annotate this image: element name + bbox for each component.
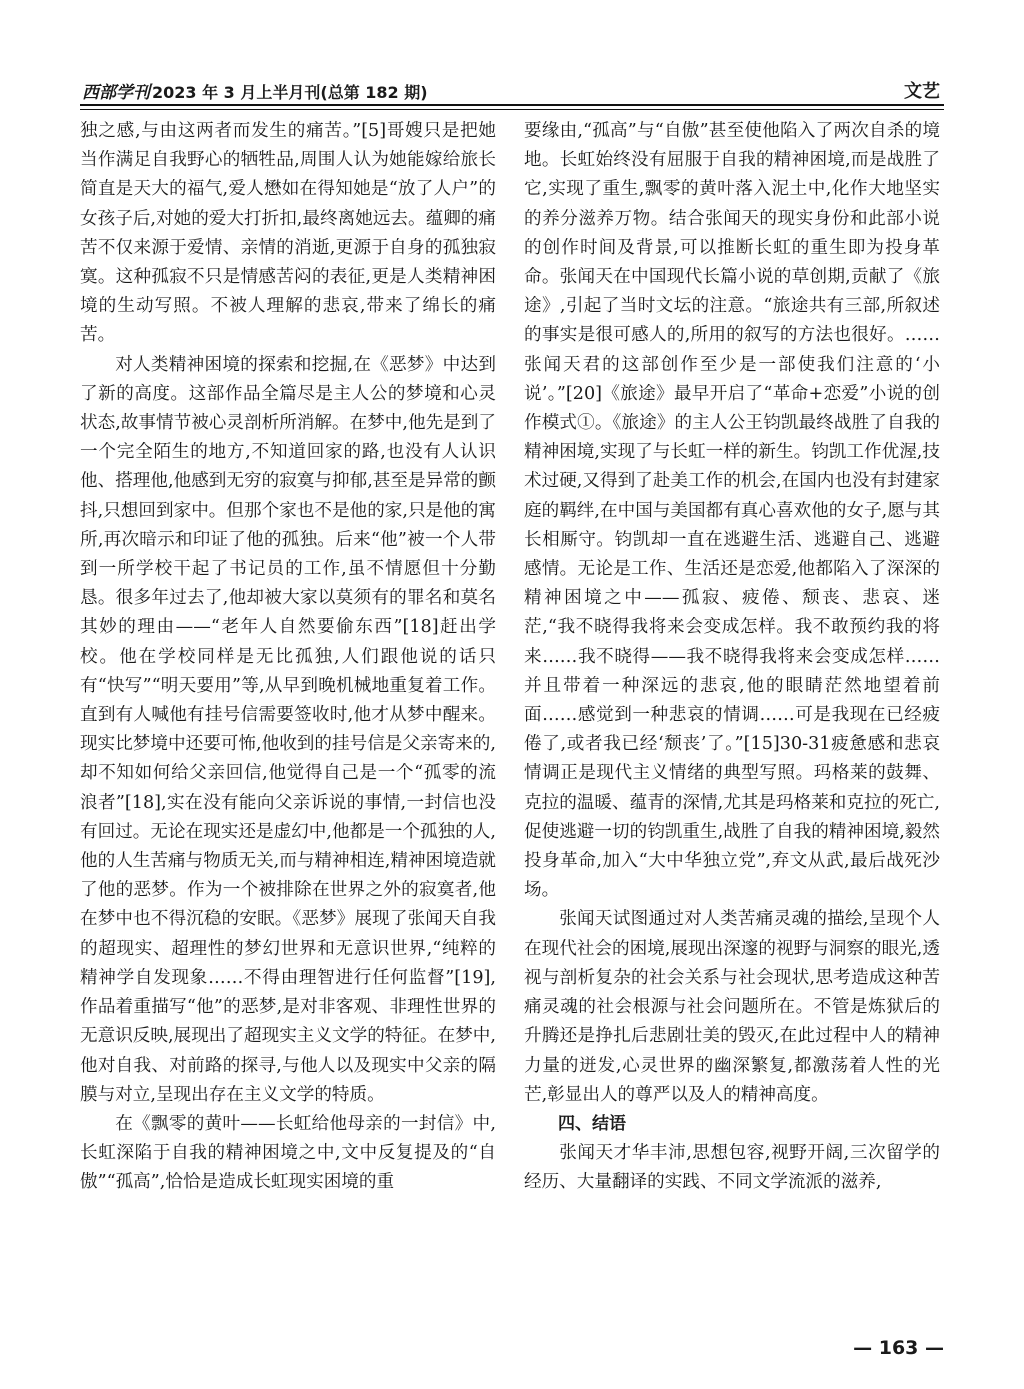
header-rule-thick [80, 104, 944, 106]
section-label: 文艺 [904, 81, 940, 102]
journal-issue-line [82, 78, 428, 103]
journal-logo: 西部学刊 [82, 83, 150, 103]
paragraph-journey: 要缘由,“孤高”与“自傲”甚至使他陷入了两次自杀的境地。长虹始终没有屈服于自我的精神困境,而是战胜了它,实现了重生,飘零的黄叶落入泥土中,化作大地坚实的养分滋养万物。结合张闻天的现实身份和此部小说的创作时间及背景,可以推断长虹的重生即为投身革命。张闻天在中国现代长篇小说的草创期,贡献了《旅途》,引起了当时文坛的注意。“旅途共有三部,所叙述的事实是很可感人的,所用的叙写的方法也很好。……张闻天君的这部创作至少是一部使我们注意的‘小说’。”[20]《旅途》最早开启了“革命+恋爱”小说的创作模式①。《旅途》的主人公王钧凯最终战胜了自我的精神困境,实现了与长虹一样的新生。钧凯工作优渥,技术过硬,又得到了赴美工作的机会,在国内也没有封建家庭的羁绊,在中国与美国都有真心喜欢他的女子,愿与其长相厮守。钧凯却一直在逃避生活、逃避自己、逃避感情。无论是工作、生活还是恋爱,他都陷入了深深的精神困境之中——孤寂、疲倦、颓丧、悲哀、迷茫,“我不晓得我将来会变成怎样。我不敢预约我的将来……我不晓得——我不晓得我将来会变成怎样……并且带着一种深远的悲哀,他的眼睛茫然地望着前面……感觉到一种悲哀的情调……可是我现在已经疲倦了,或者我已经‘颓丧’了。”[15]30-31疲惫感和悲哀情调正是现代主义情绪的典型写照。玛格莱的鼓舞、克拉的温暖、蕴青的深情,尤其是玛格莱和克拉的死亡,促使逃避一切的钧凯重生,战胜了自我的精神困境,毅然投身革命,加入“大中华独立党”,弃文从武,最后战死沙场。 [524, 121, 941, 901]
paragraph-continued: 独之感,与由这两者而发生的痛苦。”[5]哥嫂只是把她当作满足自我野心的牺牲品,周围人认为她能嫁给旅长简直是天大的福气,爱人懋如在得知她是“放了人户”的女孩子后,对她的爱大打折扣,最终离她远去。蕴卿的痛苦不仅来源于爱情、亲情的消逝,更源于自身的孤独寂寞。这种孤寂不只是情感苦闷的表征,更是人类精神困境的生动写照。不被人理解的悲哀,带来了绵长的痛苦。 [80, 121, 496, 346]
header-rule-thin [80, 109, 944, 110]
running-header [80, 74, 944, 108]
paragraph-summary: 张闻天试图通过对人类苦痛灵魂的描绘,呈现个人在现代社会的困境,展现出深邃的视野与洞察的眼光,透视与剖析复杂的社会关系与社会现状,思考造成这种苦痛灵魂的社会根源与社会问题所在。不管是炼狱后的升腾还是挣扎后悲剧壮美的毁灭,在此过程中人的精神力量的迸发,心灵世界的幽深繁复,都激荡着人性的光芒,彰显出人的尊严以及人的精神高度。 [524, 909, 940, 1105]
right-column [524, 117, 940, 1198]
left-column [80, 117, 496, 1198]
paragraph-conclusion: 张闻天才华丰沛,思想包容,视野开阔,三次留学的经历、大量翻译的实践、不同文学流派的滋养, [524, 1143, 940, 1193]
issue-info: 2023 年 3 月上半月刊(总第 182 期) [152, 83, 428, 102]
page-number: — 163 — [853, 1337, 944, 1359]
paragraph-nightmare: 对人类精神困境的探索和挖掘,在《恶梦》中达到了新的高度。这部作品全篇尽是主人公的梦境和心灵状态,故事情节被心灵剖析所消解。在梦中,他先是到了一个完全陌生的地方,不知道回家的路,也没有人认识他、搭理他,他感到无穷的寂寞与抑郁,甚至是异常的颤抖,只想回到家中。但那个家也不是他的家,只是他的寓所,再次暗示和印证了他的孤独。后来“他”被一个人带到一所学校干起了书记员的工作,虽不情愿但十分勤恳。很多年过去了,他却被大家以莫须有的罪名和莫名其妙的理由——“老年人自然要偷东西”[18]赶出学校。他在学校同样是无比孤独,人们跟他说的话只有“快写”“明天要用”等,从早到晚机械地重复着工作。直到有人喊他有挂号信需要签收时,他才从梦中醒来。现实比梦境中还要可怖,他收到的挂号信是父亲寄来的,却不知如何给父亲回信,他觉得自己是一个“孤零的流浪者”[18],实在没有能向父亲诉说的事情,一封信也没有回过。无论在现实还是虚幻中,他都是一个孤独的人,他的人生苦痛与物质无关,而与精神相连,精神困境造就了他的恶梦。作为一个被排除在世界之外的寂寞者,他在梦中也不得沉稳的安眠。《恶梦》展现了张闻天自我的超现实、超理性的梦幻世界和无意识世界,“纯粹的精神学自发现象……不得由理智进行任何监督”[19],作品着重描写“他”的恶梦,是对非客观、非理性世界的无意识反映,展现出了超现实主义文学的特征。在梦中,他对自我、对前路的探寻,与他人以及现实中父亲的隔膜与对立,呈现出存在主义文学的特质。 [80, 354, 497, 1105]
section-heading-conclusion: 四、结语 [558, 1113, 626, 1134]
paragraph-falling-leaves: 在《飘零的黄叶——长虹给他母亲的一封信》中,长虹深陷于自我的精神困境之中,文中反复提及的“自傲”“孤高”,恰恰是造成长虹现实困境的重 [80, 1113, 496, 1193]
